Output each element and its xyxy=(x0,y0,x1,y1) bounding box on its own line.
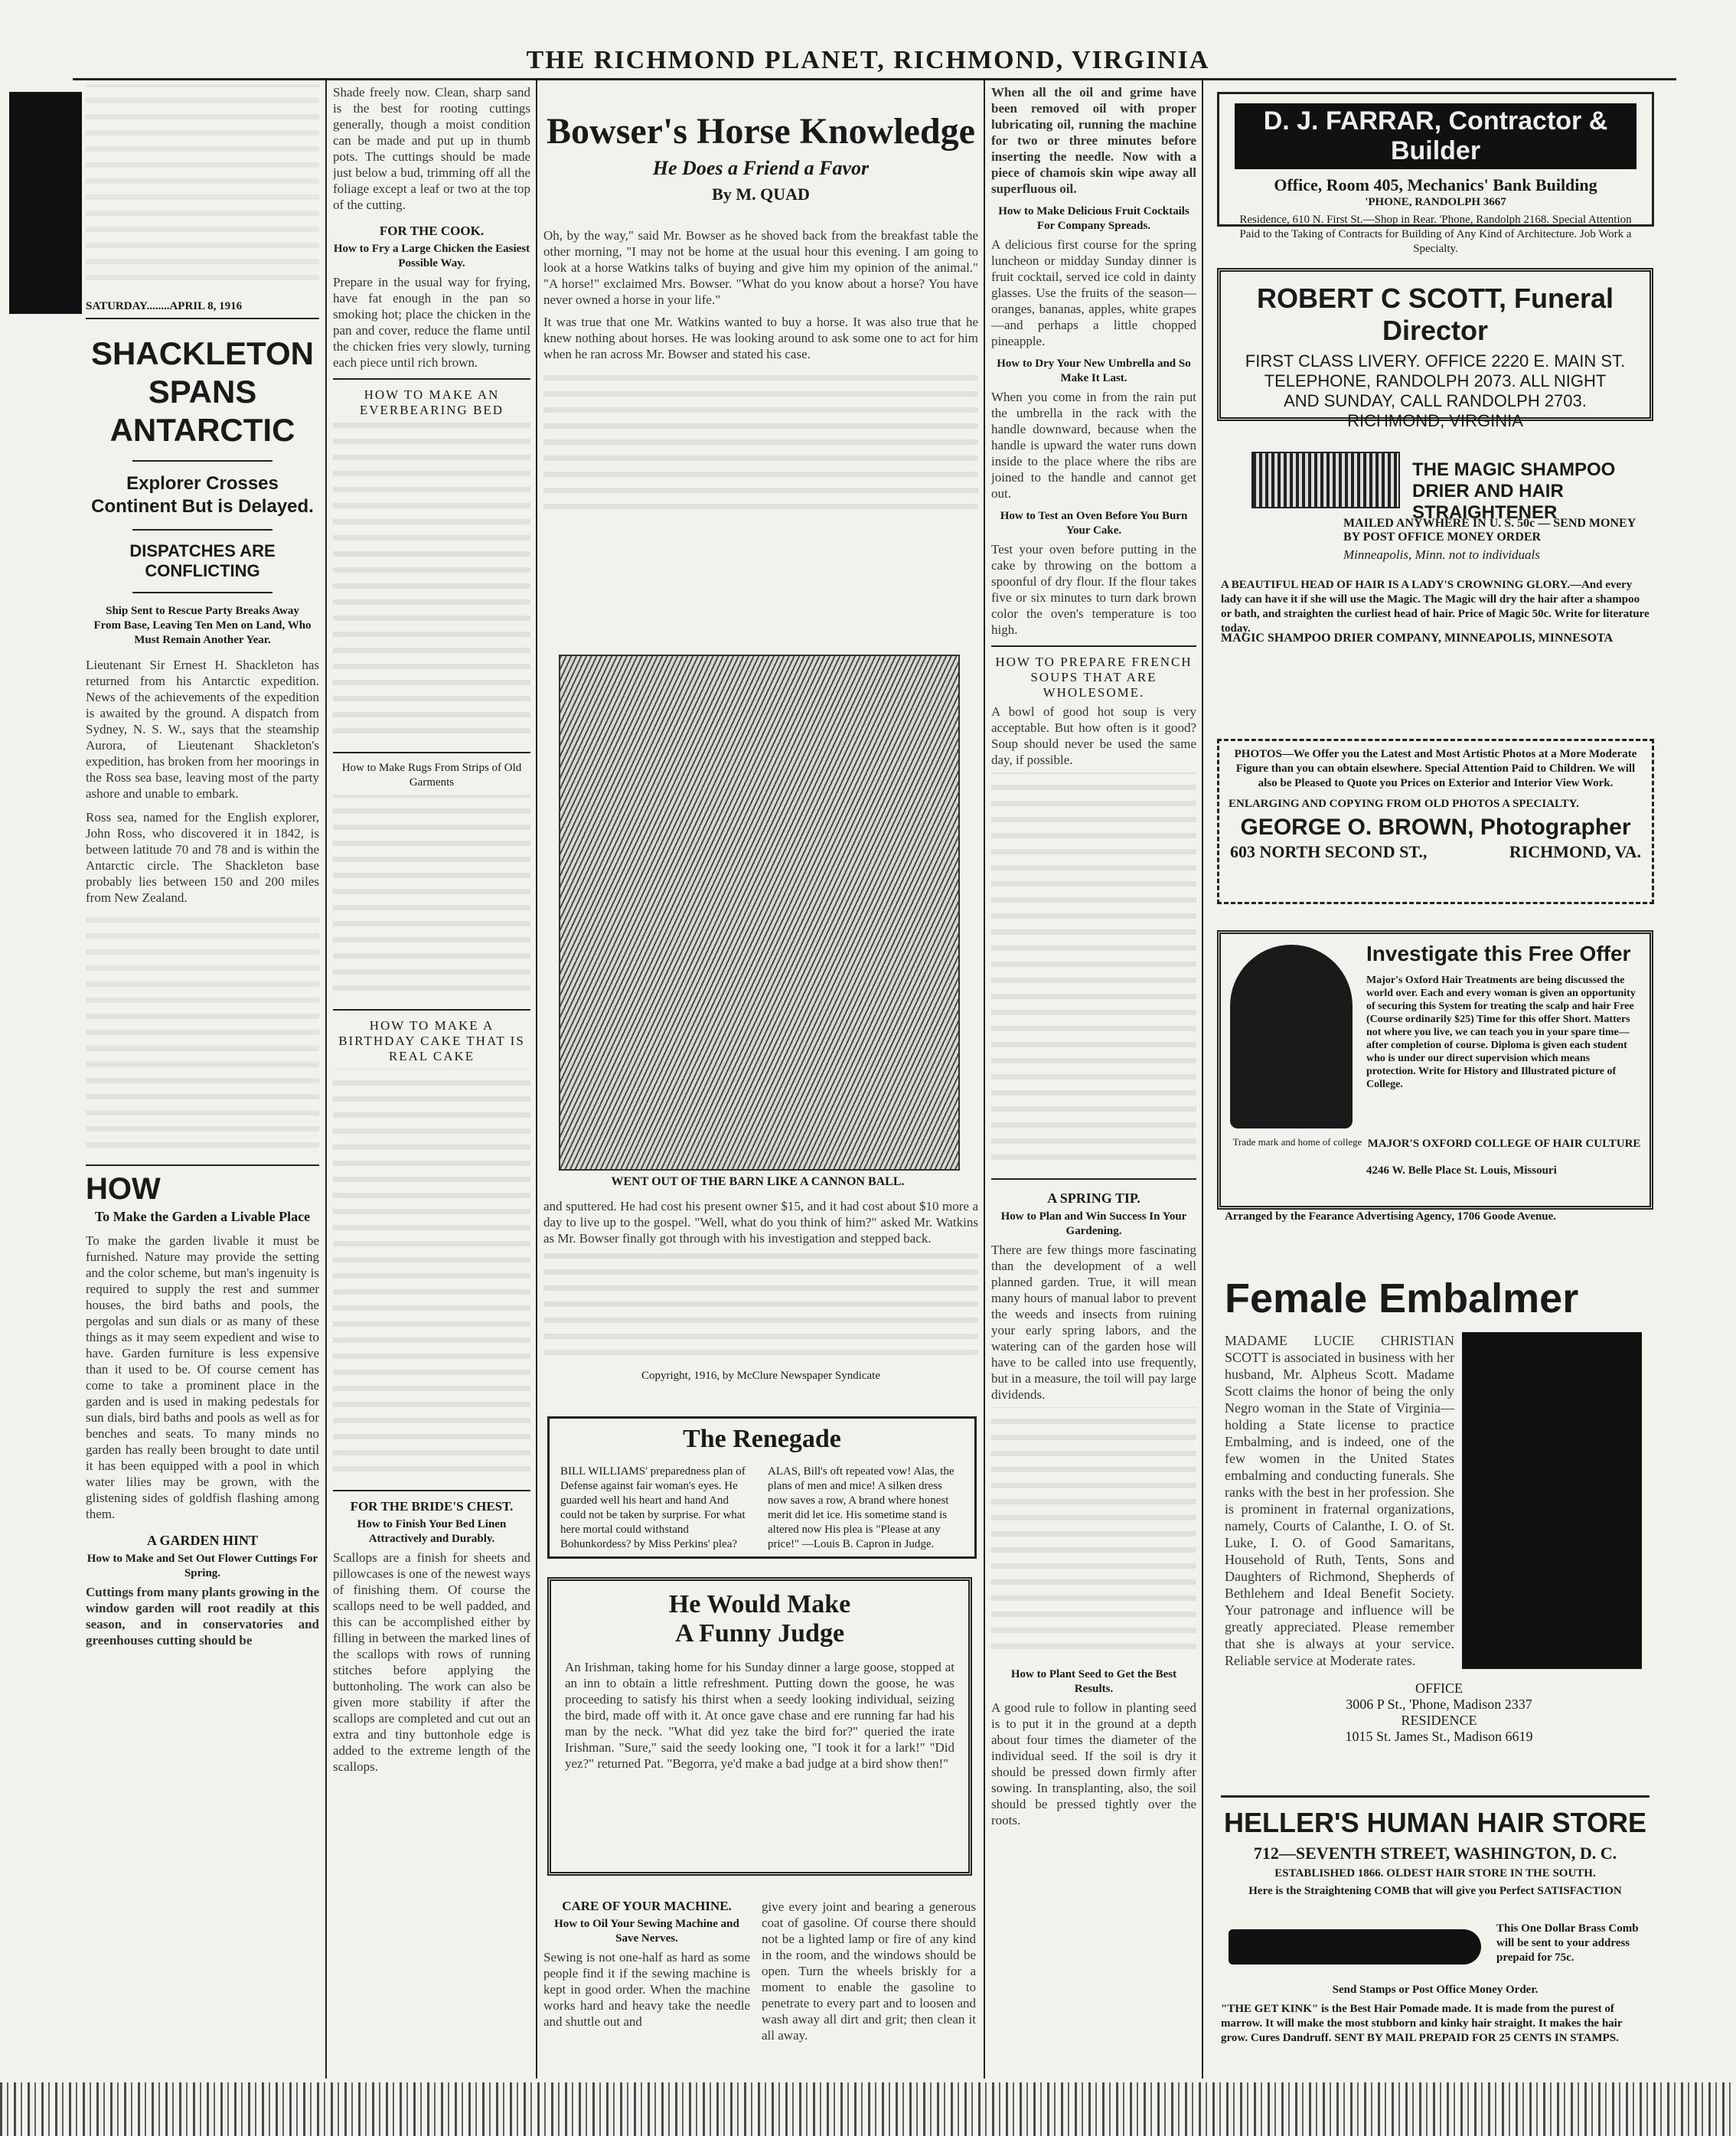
ad-line: 1015 St. James St., Madison 6619 xyxy=(1345,1729,1533,1744)
column-divider xyxy=(1202,80,1203,2079)
subhead: DISPATCHES ARE CONFLICTING xyxy=(129,541,276,580)
poem-box xyxy=(547,1416,977,1559)
machine-article xyxy=(543,1899,750,2075)
ad-line: ENLARGING AND COPYING FROM OLD PHOTOS A SPECIALTY. xyxy=(1229,798,1579,810)
headline: SHACKLETON SPANS ANTARCTIC xyxy=(91,335,314,448)
section-subheading: How to Oil Your Sewing Machine and Save Nerves. xyxy=(554,1918,739,1945)
article-body: Lieutenant Sir Ernest H. Shackleton has returned from his Antarctic expedition. News of the achievements of the expedition is awaited by the ground. A dispatch from Sydney, N. S. W., says that the steamship Aurora, of Lieutenant Shackleton's expedition, has broken from her moorings in the Ross sea base, leaving most of the party ashore and unable to embark. xyxy=(86,658,319,801)
article-body: There are few things more fascinating than the development of a well planned garden. True, it will mean many hours of manual labor to prevent the weeds and insects from ruining your early spring labors, and the watering can of the garden hose will have to be called into use frequently, but in a measure, the toil will pay large dividends. xyxy=(991,1243,1196,1402)
article-body: Prepare in the usual way for frying, have fat enough in the pan so smoking hot; place the chicken in the pan and cover, reduce the flame until the chicken fries very slowly, turning each piece until rich brown. xyxy=(333,275,530,370)
subhead: Explorer Crosses Continent But is Delayed. xyxy=(91,473,314,517)
column-4 xyxy=(991,84,1196,2082)
ad-oxford-college xyxy=(1217,930,1653,1210)
ad-line: Send Stamps or Post Office Money Order. xyxy=(1332,1984,1539,1996)
column-2 xyxy=(333,84,530,2082)
article-body: To make the garden livable it must be furnished. Nature may provide the setting and the color scheme, but man's ingenuity is required to supply the rest and summer houses, the bird baths and pools, the pergolas and sun dials or as many of these things as it may seem expedient and wise to have. Garden furniture is less expensive than it used to be. Of course cement has come to take a prominent place in the garden and is used in making pedestals for sun dials, bird baths and pools as well as for benches and seats. To many minds no garden has really been brought to date until it has been equipped with a pool in which water lilies may be grown, with the glistening sides of goldfish flashing among them. xyxy=(86,1233,319,1521)
faded-text-block xyxy=(333,423,530,744)
section-subheading: How to Fry a Large Chicken the Easiest Possible Way. xyxy=(333,243,530,269)
ad-farrar xyxy=(1217,92,1654,255)
section-heading: HOW TO MAKE AN EVERBEARING BED xyxy=(359,387,504,417)
anecdote-title: He Would Make xyxy=(668,1590,851,1618)
article-body: Oh, by the way," said Mr. Bowser as he shoved back from the breakfast table the other morning, "I may not be home at the usual hour this evening. I am going to look at a horse Watkins talks of buying and give him my opinion of the animal." "A horse!" exclaimed Mrs. Bowser. "What do you know about a horse? You have never owned a horse in your life." xyxy=(543,228,978,307)
column-divider xyxy=(536,80,537,2079)
faded-text-block xyxy=(991,772,1196,1171)
ad-line: MAJOR'S OXFORD COLLEGE OF HAIR CULTURE xyxy=(1367,1138,1641,1150)
section-heading: A GARDEN HINT xyxy=(146,1533,259,1548)
article-body: A bowl of good hot soup is very acceptable. But how often is it good? Soup should never be used the same day, if possible. xyxy=(991,704,1196,767)
section-heading: HOW TO MAKE A BIRTHDAY CAKE THAT IS REAL CAKE xyxy=(338,1018,525,1063)
ad-embalmer-body: MADAME LUCIE CHRISTIAN SCOTT is associated in business with her husband, Mr. Alpheus Scott. Madame Scott claims the honor of being the only Negro woman in the State of Virginia—holding a State license to practice Embalming, and is indeed, one of the few women in the United States embalming and conducting funerals. She ranks with the best in her profession. She is prominent in fraternal organizations, namely, Courts of Calanthe, I. O. of St. Luke, I. O. of Good Samaritans, Household of Ruth, Tents, Sons and Daughters of Richmond, Shepherds of Bethlehem and Ideal Benefit Society. Your patronage and influence will be greatly appreciated. Please remember that she is always at your service. Reliable service at Moderate rates. xyxy=(1225,1333,1454,1668)
column-1 xyxy=(86,84,319,2082)
poem-stanza: ALAS, Bill's oft repeated vow! Alas, the plans of men and mice! A silken dress now saves a row, A brand where honest merit did let ice. His sometime stand is altered now His plea is "Please at any price!" —Louis B. Capron in Judge. xyxy=(768,1465,954,1550)
ad-line: ESTABLISHED 1866. OLDEST HAIR STORE IN THE SOUTH. xyxy=(1274,1867,1596,1880)
ad-line: Here is the Straightening COMB that will give you Perfect SATISFACTION xyxy=(1248,1885,1622,1897)
ad-line: RICHMOND, VIRGINIA xyxy=(1347,411,1523,430)
article-body: When you come in from the rain put the umbrella in the rack with the handle downward, because when the handle is upward the water runs down inside to the place where the ribs are joined to the handle and cannot get out. xyxy=(991,390,1196,501)
ad-line: Trade mark and home of college xyxy=(1232,1136,1362,1148)
ad-line: 4246 W. Belle Place St. Louis, Missouri xyxy=(1366,1164,1557,1177)
ad-line: RESIDENCE xyxy=(1401,1713,1477,1728)
article-body: and sputtered. He had cost his present owner $15, and it had cost about $10 more a day to live up to the gospel. "Well, what do you think of him?" asked Mr. Watkins as Mr. Bowser finally got through with his investigation and stepped back. xyxy=(543,1199,978,1246)
story-subtitle: He Does a Friend a Favor xyxy=(652,157,870,179)
article-body: Test your oven before putting in the cake by throwing on the bottom a spoonful of dry flour. If the flour takes five or six minutes to turn dark brown color the oven's temperature is too high. xyxy=(991,542,1196,637)
story-byline: By M. QUAD xyxy=(712,185,810,204)
ad-title: D. J. FARRAR, Contractor & Builder xyxy=(1235,103,1636,169)
section-heading: How to Test an Oven Before You Burn Your Cake. xyxy=(1000,510,1188,537)
anecdote-title: A Funny Judge xyxy=(674,1619,845,1648)
article-body: A delicious first course for the spring luncheon or midday Sunday dinner is fruit cocktail, served ice cold in dainty glasses. Use the fruits of the season—oranges, bananas, apples, white grapes—and perhaps a little chopped pineapple. xyxy=(991,237,1196,348)
scan-shadow xyxy=(9,92,82,314)
section-heading: A SPRING TIP. xyxy=(1047,1190,1140,1206)
ad-body: Major's Oxford Hair Treatments are being discussed the world over. Each and every woman is given an opportunity of securing this System for treating the scalp and hair Free (Course ordinarily $25) Time for this offer Short. Matters not where you live, we can teach you in your spare time—after completion of course. Diploma is given each student who is under our direct supervision which means protection. Write for History and Illustrated picture of College. xyxy=(1366,975,1636,1090)
ad-line: Residence, 610 N. First St.—Shop in Rear. 'Phone, Randolph 2168. Special Attention Paid to the Taking of Contracts for Building of Any Kind of Architecture. Job Work a Specialty. xyxy=(1239,214,1632,255)
section-heading: FOR THE COOK. xyxy=(379,224,485,238)
article-body: Ross sea, named for the English explorer, John Ross, who discovered it in 1842, is between latitude 70 and 78 and is within the Antarctic circle. The Shackleton base probably lies between 150 and 200 miles from New Zealand. xyxy=(86,810,319,905)
article-body: give every joint and bearing a generous coat of gasoline. Of course there should not be a lighted lamp or fire of any kind in the room, and the windows should be open. Turn the wheels briskly for a moment to enable the gasoline to penetrate to every part and to loosen and wash away all dirt and grit; then clean it all away. xyxy=(762,1899,976,2043)
article-body: An Irishman, taking home for his Sunday dinner a large goose, stopped at an inn to obtain a little refreshment. Putting down the goose, he was proceeding to satisfy his thirst when a seedy looking individual, seizing the bird, made off with it. At once gave chase and ere running far had his man by the neck. "What did yez take the bird for?" queried the irate Irishman. "Sure," said the seedy looking one, "I took it for a lark!" "Did yez?" returned Pat. "Begorra, ye'd make a bad judge at a bird show then!" xyxy=(565,1660,954,1771)
ad-embalmer-contact xyxy=(1225,1680,1653,1745)
ad-line: This One Dollar Brass Comb will be sent to your address prepaid for 75c. xyxy=(1496,1922,1639,1964)
ad-body: A BEAUTIFUL HEAD OF HAIR IS A LADY'S CROWNING GLORY.—And every lady can have it if she will use the Magic. The Magic will dry the hair after a shampoo or bath, and straighten the curliest head of hair. Price of Magic 50c. Write for literature today. xyxy=(1221,579,1650,635)
column-divider xyxy=(325,80,327,2079)
ad-line: Minneapolis, Minn. not to individuals xyxy=(1343,547,1540,562)
section-heading: FOR THE BRIDE'S CHEST. xyxy=(350,1499,514,1514)
ad-line: Office, Room 405, Mechanics' Bank Building xyxy=(1274,175,1597,194)
ad-title: Investigate this Free Offer xyxy=(1366,942,1631,965)
poem-title: The Renegade xyxy=(683,1425,841,1453)
section-subheading: How to Finish Your Bed Linen Attractively and Durably. xyxy=(357,1518,507,1545)
ad-line: 712—SEVENTH STREET, WASHINGTON, D. C. xyxy=(1253,1844,1617,1863)
how-subheading: To Make the Garden a Livable Place xyxy=(94,1209,311,1224)
section-heading: HOW TO PREPARE FRENCH SOUPS THAT ARE WHOLESOME. xyxy=(995,655,1193,700)
copyright: Copyright, 1916, by McClure Newspaper Syndicate xyxy=(641,1370,881,1382)
faded-text-block xyxy=(86,84,319,291)
ad-line: FIRST CLASS LIVERY. OFFICE 2220 E. MAIN ST. xyxy=(1245,351,1626,371)
illustration-caption: WENT OUT OF THE BARN LIKE A CANNON BALL. xyxy=(611,1175,905,1188)
story-title: Bowser's Horse Knowledge xyxy=(547,111,975,152)
dateline: SATURDAY........APRIL 8, 1916 xyxy=(86,300,243,312)
article-body: A good rule to follow in planting seed is to put it in the ground at a depth about four times the diameter of the individual seed. If the soil is dry it should be pressed down firmly after sowing. In transplanting, also, the soil should be pressed tightly over the roots. xyxy=(991,1700,1196,1827)
faded-text-block xyxy=(543,1251,978,1366)
article-body: Shade freely now. Clean, sharp sand is the best for rooting cuttings generally, though a moist condition can be made and put up in thumb pots. The cuttings should be made just below a bud, trimming off all the foliage except a leaf or two at the top of the cutting. xyxy=(333,85,530,212)
comb-icon xyxy=(1251,452,1400,508)
faded-text-block xyxy=(333,795,530,1001)
ad-magic-shampoo xyxy=(1221,444,1650,674)
story-continued xyxy=(543,1198,978,1382)
faded-text-block xyxy=(543,367,978,520)
section-heading: How to Make Delicious Fruit Cocktails For Company Spreads. xyxy=(998,205,1189,232)
article-body: It was true that one Mr. Watkins wanted to buy a horse. It was also true that he knew nothing about horses. He was looking around to ask some one to act for him when he ran across Mr. Bowser and stated his case. xyxy=(543,315,978,361)
ad-line: TELEPHONE, RANDOLPH 2073. ALL NIGHT xyxy=(1264,371,1607,390)
masthead-rule xyxy=(73,78,1676,80)
section-heading: How to Make Rugs From Strips of Old Garments xyxy=(341,762,522,789)
ad-title: THE MAGIC SHAMPOO DRIER AND HAIR STRAIGHTENER xyxy=(1412,459,1616,523)
masthead: THE RICHMOND PLANET, RICHMOND, VIRGINIA xyxy=(526,46,1210,74)
faded-text-block xyxy=(86,913,319,1158)
ad-line: 'PHONE, RANDOLPH 3667 xyxy=(1365,196,1506,208)
ad-line: OFFICE xyxy=(1415,1680,1463,1696)
machine-article-continued xyxy=(762,1899,976,2075)
article-body: Scallops are a finish for sheets and pillowcases is one of the newest ways of finishing them. Of course the scallops need to be well padded, and this can be accomplished either by filling in between the marked lines of the scallops with rows of running stitches before applying the buttonholing. The work can also be given more stability if after the scallops are completed and cut out an extra and tiny buttonhole edge is added to the extreme length of the scallops. xyxy=(333,1550,530,1774)
ad-brown-photographer xyxy=(1217,739,1654,904)
faded-text-block xyxy=(333,1069,530,1482)
ad-line: MAGIC SHAMPOO DRIER COMPANY, MINNEAPOLIS, MINNESOTA xyxy=(1221,632,1614,645)
comb-icon xyxy=(1229,1929,1481,1965)
faded-text-block xyxy=(991,1407,1196,1660)
section-subheading: How to Plan and Win Success In Your Gardening. xyxy=(1000,1210,1187,1237)
deck: Ship Sent to Rescue Party Breaks Away From Base, Leaving Ten Men on Land, Who Must Remain Another Year. xyxy=(93,605,312,646)
article-body: When all the oil and grime have been removed oil with proper lubricating oil, running the machine for two or three minutes before inserting the needle. Now with a piece of chamois skin wipe away all superfluous oil. xyxy=(991,85,1196,196)
how-heading: HOW xyxy=(86,1172,161,1206)
judge-box xyxy=(547,1577,972,1876)
section-heading: How to Plant Seed to Get the Best Results. xyxy=(1010,1668,1177,1695)
portrait-image xyxy=(1462,1332,1642,1669)
story-illustration xyxy=(559,655,960,1171)
ad-agency: Arranged by the Fearance Advertising Agency, 1706 Goode Avenue. xyxy=(1225,1210,1557,1223)
column-divider xyxy=(984,80,985,2079)
ad-heller-hair-store xyxy=(1221,1795,1650,2079)
scan-edge xyxy=(0,2082,1736,2136)
article-body: Sewing is not one-half as hard as some people find it if the sewing machine is kept in good order. When the machine works hard and heavy take the needle and shuttle out and xyxy=(543,1950,750,2029)
ad-line: AND SUNDAY, CALL RANDOLPH 2703. xyxy=(1284,391,1587,410)
ad-line: 603 NORTH SECOND ST., xyxy=(1230,842,1428,861)
poem-stanza: BILL WILLIAMS' preparedness plan of Defense against fair woman's eyes. He guarded well his heart and hand And could not be taken by surprise. For what here mortal could withstand Bohunkordess? by Miss Perkins' plea? xyxy=(560,1465,746,1550)
ad-line: 3006 P St., 'Phone, Madison 2337 xyxy=(1346,1697,1532,1712)
section-subheading: How to Make and Set Out Flower Cuttings For Spring. xyxy=(86,1553,318,1579)
ad-scott-funeral xyxy=(1217,268,1653,430)
ad-title: GEORGE O. BROWN, Photographer xyxy=(1240,815,1631,840)
article-body: Cuttings from many plants growing in the window garden will root readily at this season, and in conservatories and greenhouses cutting should be xyxy=(86,1585,319,1648)
portrait-image xyxy=(1230,945,1353,1128)
ad-body: PHOTOS—We Offer you the Latest and Most Artistic Photos at a More Moderate Figure than you can obtain elsewhere. Special Attention Paid to Children. We will also be Pleased to Quote you Prices on Exterior and Interior View Work. xyxy=(1234,748,1637,789)
ad-line: MAILED ANYWHERE IN U. S. 50c — SEND MONEY BY POST OFFICE MONEY ORDER xyxy=(1343,517,1636,544)
ad-body: "THE GET KINK" is the Best Hair Pomade made. It is made from the purest of marrow. It will make the most stubborn and kinky hair straight. It makes the hair grow. Cures Dandruff. SENT BY MAIL PREPAID FOR 25 CENTS IN STAMPS. xyxy=(1221,2003,1623,2044)
section-heading: How to Dry Your New Umbrella and So Make It Last. xyxy=(997,358,1191,384)
ad-line: RICHMOND, VA. xyxy=(1509,842,1641,861)
ad-title: ROBERT C SCOTT, Funeral Director xyxy=(1256,283,1614,346)
ad-title: HELLER'S HUMAN HAIR STORE xyxy=(1224,1807,1646,1838)
ad-embalmer-title: Female Embalmer xyxy=(1225,1275,1579,1321)
section-heading: CARE OF YOUR MACHINE. xyxy=(562,1899,732,1913)
